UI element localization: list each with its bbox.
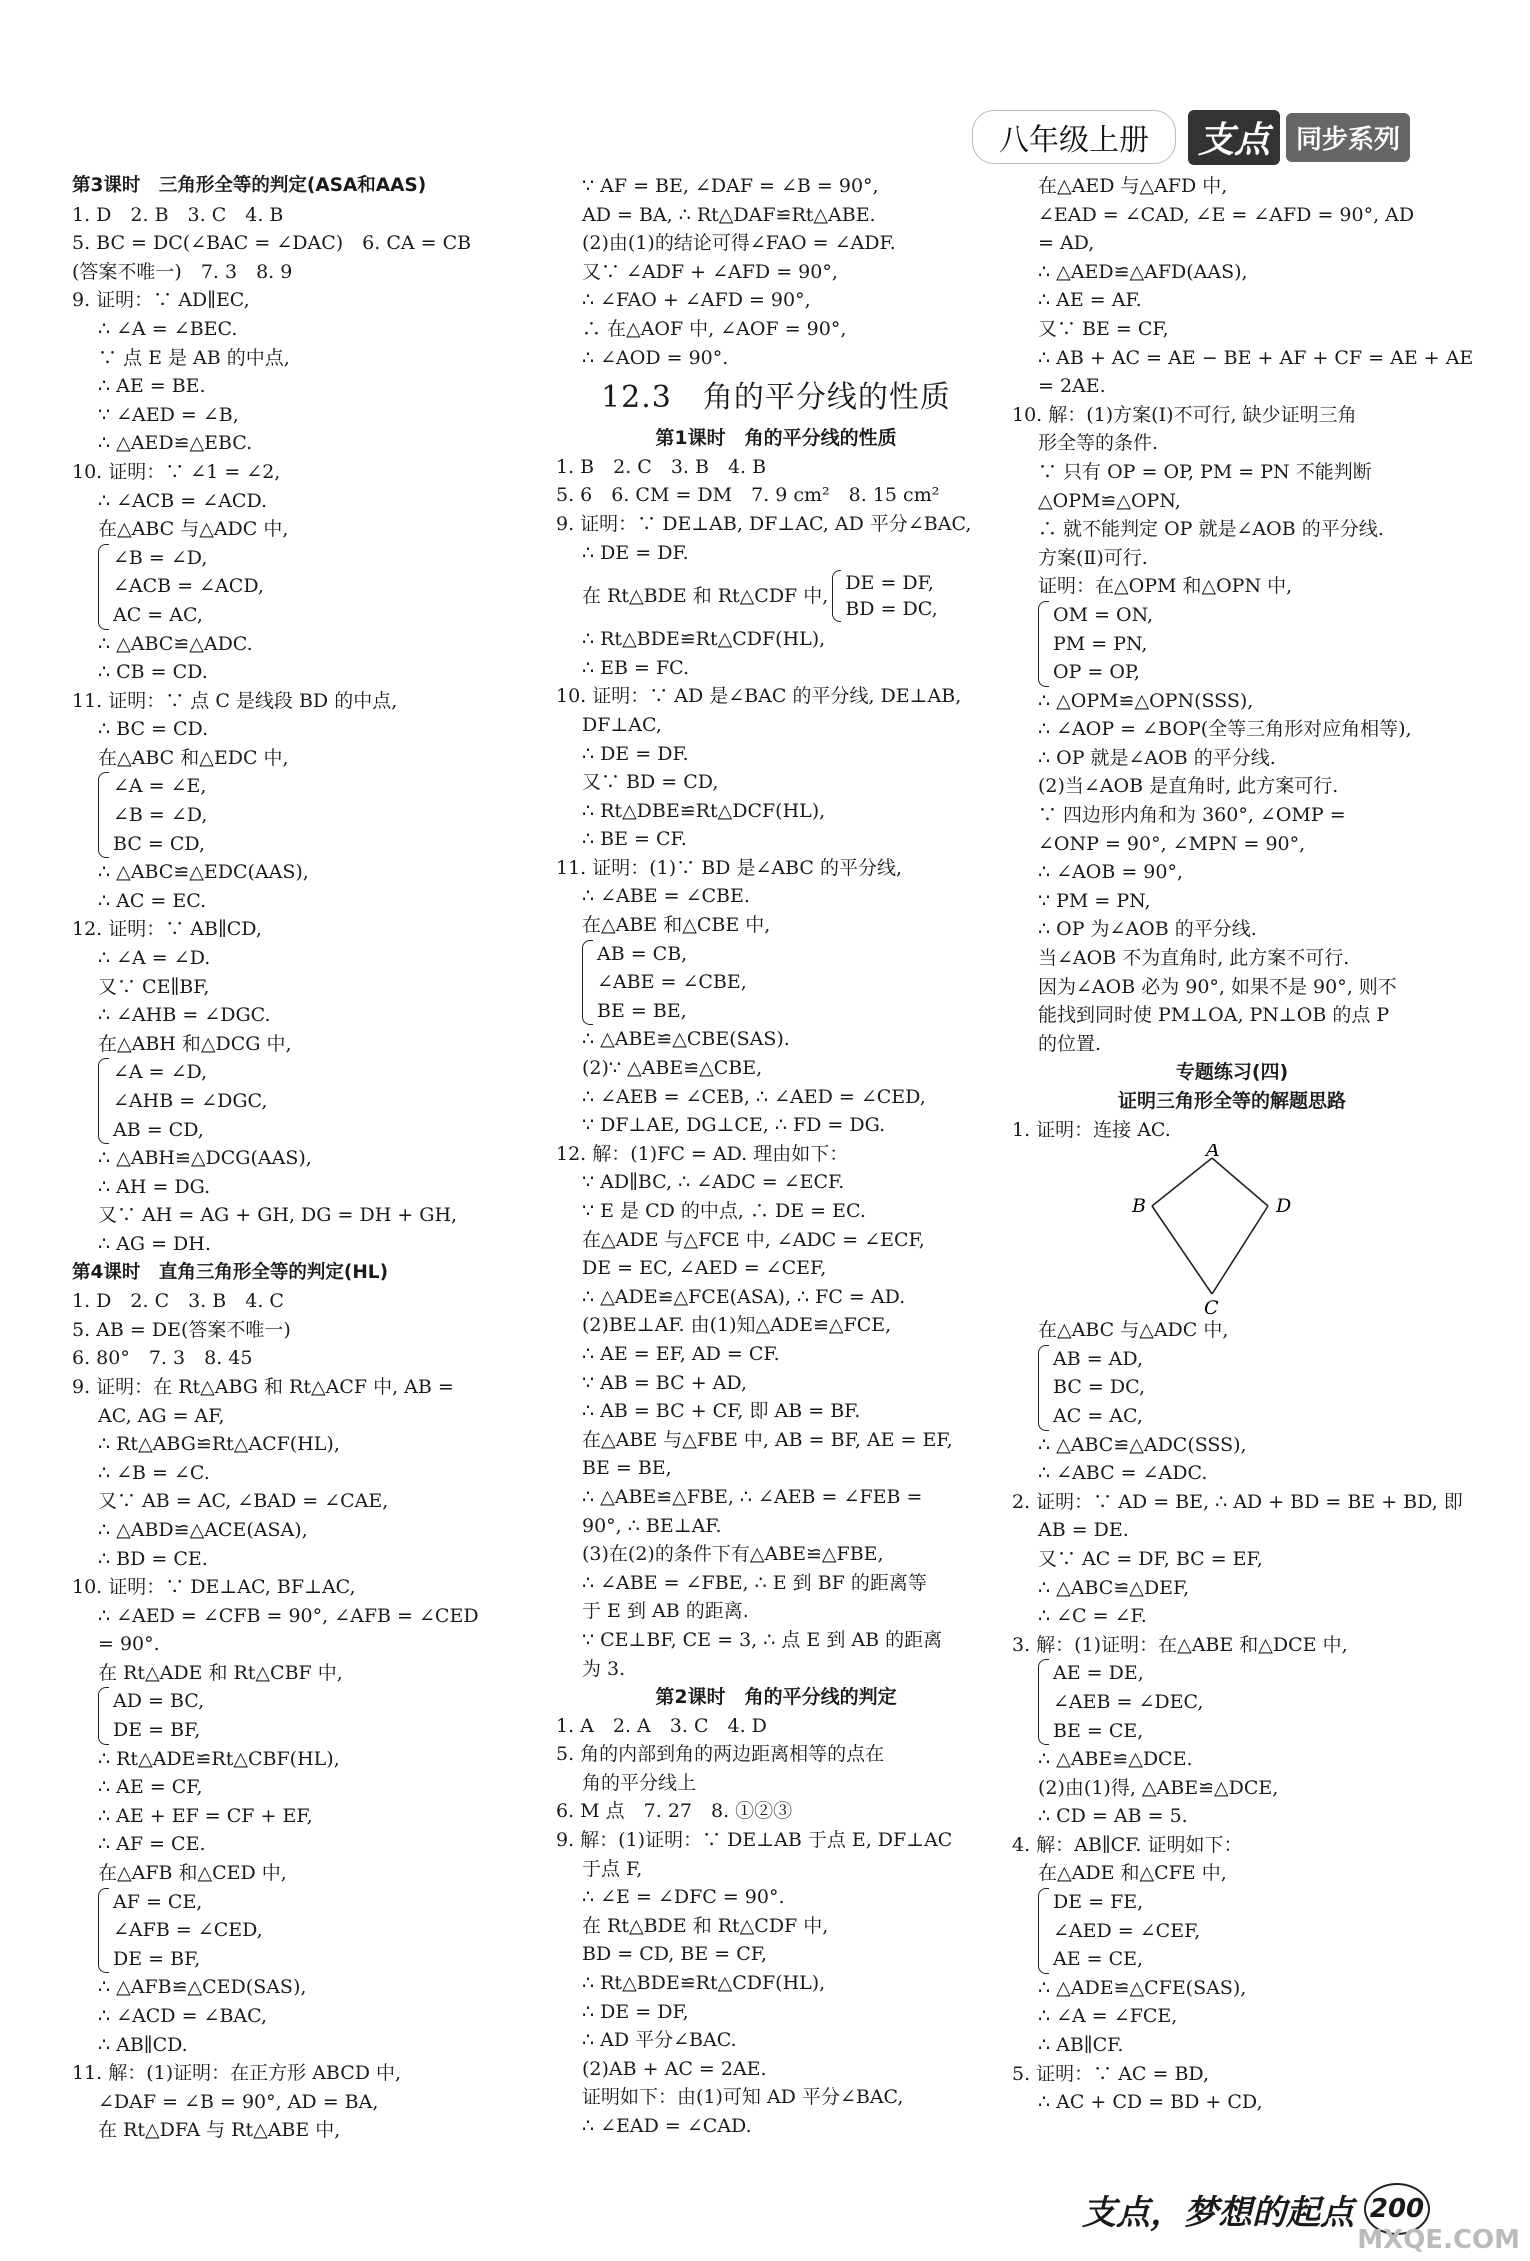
- answer-line: ∴ Rt△BDE≌Rt△CDF(HL),: [582, 628, 826, 651]
- answer-line: ∴ △ABH≌△DCG(AAS),: [98, 1147, 312, 1170]
- answer-line: ∴ CB = CD.: [98, 661, 208, 684]
- answer-line: 2. 证明：∵ AD = BE, ∴ AD + BD = BE + BD, 即: [1012, 1490, 1463, 1513]
- answer-line: 5. 证明：∵ AC = BD,: [1012, 2062, 1210, 2085]
- answer-line: 9. 证明：∵ AD∥EC,: [72, 289, 250, 312]
- answer-line: AC, AG = AF,: [98, 1404, 225, 1427]
- answer-line: ∴ OP 为∠AOB 的平分线.: [1038, 918, 1257, 941]
- answer-line: 5. 角的内部到角的两边距离相等的点在: [556, 1743, 885, 1766]
- page-header: [972, 108, 1410, 166]
- system-line: AF = CE,: [113, 1890, 203, 1913]
- answer-line: ∴ AH = DG.: [98, 1175, 211, 1198]
- answer-line: 又∵ ∠ADF + ∠AFD = 90°,: [582, 260, 838, 283]
- answer-line: ∴ Rt△ABG≌Rt△ACF(HL),: [98, 1433, 340, 1456]
- answer-line: 在△ABH 和△DCG 中,: [98, 1032, 292, 1055]
- answer-line: 11. 证明：(1)∵ BD 是∠ABC 的平分线,: [556, 856, 903, 879]
- system-line: DE = DF,: [845, 572, 934, 595]
- answer-line: ∴ ∠AOB = 90°,: [1038, 861, 1184, 884]
- answer-line: ∴ 就不能判定 OP 就是∠AOB 的平分线.: [1038, 518, 1384, 541]
- answer-line: ∴ △ABE≌△CBE(SAS).: [582, 1028, 790, 1051]
- page-number: 200: [1364, 2183, 1430, 2235]
- answer-line: (2)由(1)的结论可得∠FAO = ∠ADF.: [582, 232, 896, 255]
- answer-line: ∴ BE = CF.: [582, 828, 687, 851]
- kite-figure: [1012, 1144, 1452, 1316]
- answer-line: ∴ △ADE≌△CFE(SAS),: [1038, 1976, 1247, 1999]
- answer-line: 5. 6 6. CM = DM 7. 9 cm² 8. 15 cm²: [556, 484, 940, 507]
- answer-line: = AD,: [1038, 232, 1095, 255]
- answer-line: ∴ △ABD≌△ACE(ASA),: [98, 1518, 308, 1541]
- answer-line: 在 Rt△BDE 和 Rt△CDF 中,: [582, 1914, 829, 1937]
- brace-icon: [98, 1058, 109, 1144]
- answer-line: BE = BE,: [582, 1457, 672, 1480]
- answer-line: ∴ △ABC≌△EDC(AAS),: [98, 861, 309, 884]
- answer-line: 9. 证明：在 Rt△ABG 和 Rt△ACF 中, AB =: [72, 1375, 454, 1398]
- answer-line: ∴ ∠ABC = ∠ADC.: [1038, 1462, 1208, 1485]
- answer-line: ∴ EB = FC.: [582, 656, 690, 679]
- brace-icon: [1038, 601, 1049, 687]
- system-line: AB = CD,: [113, 1118, 204, 1141]
- answer-line: ∴ ∠AOP = ∠BOP(全等三角形对应角相等),: [1038, 718, 1412, 741]
- answer-line: 能找到同时使 PM⊥OA, PN⊥OB 的点 P: [1038, 1004, 1390, 1027]
- brace-icon: [1038, 1345, 1049, 1431]
- system-line: ∠AFB = ∠CED,: [113, 1919, 263, 1942]
- answer-line: 又∵ CE∥BF,: [98, 975, 210, 998]
- answer-line: 1. A 2. A 3. C 4. D: [556, 1714, 767, 1737]
- answer-line: ∴ △ABC≌△ADC.: [98, 632, 253, 655]
- answer-line: ∵ ∠AED = ∠B,: [98, 403, 239, 426]
- answer-line: ∴ Rt△DBE≌Rt△DCF(HL),: [582, 799, 826, 822]
- equation-system: [72, 1687, 512, 1744]
- answer-line: 6. 80° 7. 3 8. 45: [72, 1347, 253, 1370]
- system-line: ∠AEB = ∠DEC,: [1053, 1690, 1204, 1713]
- section-subtitle: 第1课时 角的平分线的性质: [655, 427, 897, 450]
- figure-edge-AB: [1152, 1158, 1212, 1206]
- answer-line: ∴ ∠AEB = ∠CEB, ∴ ∠AED = ∠CED,: [582, 1085, 926, 1108]
- section-subtitle: 第3课时 三角形全等的判定(ASA和AAS): [72, 175, 427, 196]
- section-title: 12.3 角的平分线的性质: [601, 380, 951, 416]
- answer-line: ∴ ∠ABE = ∠FBE, ∴ E 到 BF 的距离等: [582, 1571, 927, 1594]
- system-line: DE = FE,: [1053, 1891, 1144, 1914]
- system-line: BE = CE,: [1053, 1719, 1144, 1742]
- system-line: AC = AC,: [113, 603, 203, 626]
- answer-line: 3. 解：(1)证明：在△ABE 和△DCE 中,: [1012, 1633, 1348, 1656]
- answer-line: ∴ AE + EF = CF + EF,: [98, 1804, 313, 1827]
- section-subtitle: 专题练习(四): [1175, 1061, 1289, 1084]
- answer-line: (答案不唯一) 7. 3 8. 9: [72, 260, 293, 283]
- answer-line: ∴ AF = CE.: [98, 1833, 206, 1856]
- answer-line: 10. 证明：∵ AD 是∠BAC 的平分线, DE⊥AB,: [556, 685, 962, 708]
- answer-line: DE = EC, ∠AED = ∠CEF,: [582, 1257, 827, 1280]
- answer-line: 在△ADE 与△FCE 中, ∠ADC = ∠ECF,: [582, 1228, 925, 1251]
- answer-line: 12. 解：(1)FC = AD. 理由如下：: [556, 1142, 849, 1165]
- answer-line: 4. 解：AB∥CF. 证明如下：: [1012, 1833, 1243, 1856]
- answer-line: ∴ △OPM≌△OPN(SSS),: [1038, 689, 1254, 712]
- figure-label-D: D: [1276, 1195, 1292, 1218]
- answer-line: ∵ DF⊥AE, DG⊥CE, ∴ FD = DG.: [582, 1114, 886, 1137]
- section-subtitle: 第4课时 直角三角形全等的判定(HL): [72, 1261, 389, 1283]
- brand-logo: 支点: [1188, 110, 1280, 165]
- system-line: DE = BF,: [113, 1947, 201, 1970]
- system-line: ∠ACB = ∠ACD,: [113, 575, 264, 598]
- figure-edge-DC: [1212, 1206, 1268, 1294]
- answer-line: ∵ CE⊥BF, CE = 3, ∴ 点 E 到 AB 的距离: [582, 1628, 943, 1651]
- figure-label-A: A: [1206, 1144, 1220, 1162]
- series-label: 同步系列: [1286, 113, 1410, 162]
- answer-line: 在△ABC 和△EDC 中,: [98, 746, 289, 769]
- answer-line: 1. B 2. C 3. B 4. B: [556, 455, 767, 478]
- system-line: AB = AD,: [1053, 1347, 1143, 1370]
- answer-line: ∴ △ADE≌△FCE(ASA), ∴ FC = AD.: [582, 1285, 906, 1308]
- answer-line: 在△ABC 与△ADC 中,: [98, 518, 289, 541]
- system-line: ∠AHB = ∠DGC,: [113, 1090, 268, 1112]
- answer-line: ∴ △ABC≌△ADC(SSS),: [1038, 1433, 1247, 1456]
- answer-line: ∴ ∠EAD = ∠CAD.: [582, 2115, 752, 2137]
- brace-icon: [832, 570, 841, 622]
- answer-line: ∵ AD∥BC, ∴ ∠ADC = ∠ECF.: [582, 1171, 845, 1194]
- footer-slogan: 支点，梦想的起点: [1082, 2192, 1354, 2233]
- answer-line: ∴ ∠ACD = ∠BAC,: [98, 2005, 268, 2027]
- answer-line: ∴ DE = DF,: [582, 2000, 689, 2023]
- answer-line: ∠ONP = 90°, ∠MPN = 90°,: [1038, 832, 1306, 855]
- answer-line: ∴ △AED≌△AFD(AAS),: [1038, 260, 1248, 283]
- answer-line: 形全等的条件.: [1038, 432, 1159, 455]
- answer-line: 10. 证明：∵ DE⊥AC, BF⊥AC,: [72, 1576, 356, 1599]
- equation-system: [72, 772, 512, 858]
- system-line: ∠AED = ∠CEF,: [1053, 1919, 1201, 1942]
- answer-line: 的位置.: [1038, 1032, 1102, 1055]
- answer-line: 又∵ BE = CF,: [1038, 317, 1169, 340]
- answer-line: 1. D 2. B 3. C 4. B: [72, 203, 284, 226]
- answer-line: ∴ BD = CE.: [98, 1547, 208, 1570]
- answer-line: (2)由(1)得, △ABE≌△DCE,: [1038, 1776, 1279, 1799]
- equation-system: [72, 1058, 512, 1144]
- system-line: BE = BE,: [597, 999, 687, 1022]
- system-line: ∠B = ∠D,: [113, 804, 208, 827]
- section-subtitle: 证明三角形全等的解题思路: [1117, 1090, 1346, 1112]
- watermark: MXQE.COM: [1357, 2225, 1520, 2255]
- system-line: OM = ON,: [1053, 603, 1154, 626]
- answer-line: ∴ Rt△BDE≌Rt△CDF(HL),: [582, 1972, 826, 1995]
- equation-system: [72, 1888, 512, 1974]
- answer-line: ∴ 在△AOF 中, ∠AOF = 90°,: [582, 317, 847, 340]
- answer-line: ∴ Rt△ADE≌Rt△CBF(HL),: [98, 1747, 340, 1770]
- equation-system: [1012, 1659, 1452, 1745]
- answer-line: (2)∵ △ABE≌△CBE,: [582, 1057, 763, 1080]
- answer-line: ∴ △ABC≌△DEF,: [1038, 1576, 1190, 1599]
- answer-line: BD = CD, BE = CF,: [582, 1943, 767, 1966]
- system-line: ∠ABE = ∠CBE,: [597, 971, 747, 994]
- answer-line: ∴ ∠AHB = ∠DGC.: [98, 1004, 271, 1027]
- system-line: ∠A = ∠E,: [113, 775, 207, 798]
- section-subtitle: 第2课时 角的平分线的判定: [655, 1686, 897, 1709]
- answer-line: = 90°.: [98, 1633, 160, 1656]
- equation-system: [556, 940, 996, 1026]
- answer-line: ∠DAF = ∠B = 90°, AD = BA,: [98, 2090, 379, 2113]
- system-line: AE = DE,: [1053, 1662, 1144, 1685]
- figure-label-C: C: [1204, 1297, 1219, 1317]
- answer-line: 又∵ AC = DF, BC = EF,: [1038, 1547, 1263, 1570]
- answer-line: ∵ E 是 CD 的中点, ∴ DE = EC.: [582, 1200, 866, 1222]
- system-line: BD = DC,: [845, 598, 938, 621]
- answer-line: 11. 解：(1)证明：在正方形 ABCD 中,: [72, 2062, 402, 2085]
- answer-line: (2)当∠AOB 是直角时, 此方案可行.: [1038, 775, 1339, 798]
- answer-line: 9. 证明：∵ DE⊥AB, DF⊥AC, AD 平分∠BAC,: [556, 512, 972, 535]
- answer-line: 1. D 2. C 3. B 4. C: [72, 1290, 284, 1313]
- answer-line: = 2AE.: [1038, 375, 1106, 398]
- answer-line: (2)AB + AC = 2AE.: [582, 2057, 767, 2080]
- answer-line: ∴ CD = AB = 5.: [1038, 1805, 1188, 1828]
- answer-line: 12. 证明：∵ AB∥CD,: [72, 918, 262, 941]
- equation-system: [1012, 601, 1452, 687]
- brace-icon: [1038, 1659, 1049, 1745]
- answer-line: ∵ AF = BE, ∠DAF = ∠B = 90°,: [582, 175, 879, 197]
- column-left: [72, 172, 512, 2145]
- system-line: AC = AC,: [1053, 1404, 1143, 1427]
- figure-label-B: B: [1132, 1195, 1146, 1218]
- answer-line: AB = DE.: [1038, 1519, 1129, 1542]
- answer-line: 又∵ BD = CD,: [582, 771, 719, 794]
- answer-line: 在△ABE 和△CBE 中,: [582, 914, 771, 937]
- brace-icon: [1038, 1888, 1049, 1974]
- answer-line: ∵ 只有 OP = OP, PM = PN 不能判断: [1038, 460, 1372, 483]
- system-line: BC = DC,: [1053, 1376, 1145, 1399]
- answer-line: ∴ △AED≌△EBC.: [98, 432, 253, 455]
- answer-line: ∴ ∠A = ∠FCE,: [1038, 2005, 1178, 2028]
- answer-line: ∴ AB + AC = AE − BE + AF + CF = AE + AE: [1038, 346, 1474, 369]
- brace-icon: [98, 1687, 109, 1744]
- answer-line: 于 E 到 AB 的距离.: [582, 1600, 749, 1623]
- answer-line: (3)在(2)的条件下有△ABE≌△FBE,: [582, 1543, 884, 1566]
- figure-edge-AD: [1212, 1158, 1268, 1206]
- answer-line: 5. BC = DC(∠BAC = ∠DAC) 6. CA = CB: [72, 232, 472, 255]
- answer-line: (2)BE⊥AF. 由(1)知△ADE≌△FCE,: [582, 1314, 892, 1337]
- answer-line: 又∵ AH = AG + GH, DG = DH + GH,: [98, 1204, 458, 1227]
- equation-system: [1012, 1888, 1452, 1974]
- equation-system: [1012, 1345, 1452, 1431]
- answer-line: ∴ AD 平分∠BAC.: [582, 2029, 737, 2052]
- answer-line: ∴ △ABE≌△DCE.: [1038, 1748, 1193, 1771]
- answer-line: 证明：在△OPM 和△OPN 中,: [1038, 575, 1293, 598]
- answer-line: 6. M 点 7. 27 8. ①②③: [556, 1800, 793, 1823]
- answer-line: ∴ DE = DF.: [582, 541, 689, 564]
- answer-line: 1. 证明：连接 AC.: [1012, 1118, 1171, 1141]
- brace-icon: [582, 940, 593, 1026]
- system-line: BC = CD,: [113, 832, 205, 855]
- system-line: ∠B = ∠D,: [113, 546, 208, 569]
- answer-line: 90°, ∴ BE⊥AF.: [582, 1514, 722, 1537]
- grade-label: 八年级上册: [972, 110, 1176, 164]
- answer-line: ∴ OP 就是∠AOB 的平分线.: [1038, 746, 1276, 769]
- answer-line: ∴ AG = DH.: [98, 1232, 211, 1255]
- answer-line: ∴ ∠ABE = ∠CBE.: [582, 885, 750, 908]
- answer-line: 角的平分线上: [582, 1771, 697, 1794]
- answer-line: ∴ ∠E = ∠DFC = 90°.: [582, 1886, 785, 1909]
- answer-line: ∴ ∠A = ∠BEC.: [98, 317, 238, 340]
- answer-line: ∵ 四边形内角和为 360°, ∠OMP =: [1038, 804, 1346, 827]
- answer-line: 在△AFB 和△CED 中,: [98, 1862, 287, 1885]
- answer-line: 又∵ AB = AC, ∠BAD = ∠CAE,: [98, 1490, 389, 1513]
- answer-line: ∴ ∠C = ∠F.: [1038, 1605, 1147, 1628]
- answer-line: ∴ ∠AOD = 90°.: [582, 346, 729, 369]
- answer-line: 5. AB = DE(答案不唯一): [72, 1318, 291, 1341]
- answer-line: 在△ABE 与△FBE 中, AB = BF, AE = EF,: [582, 1428, 953, 1451]
- brace-icon: [98, 772, 109, 858]
- answer-line: ∴ AE = CF,: [98, 1776, 203, 1799]
- answer-line: 证明如下：由(1)可知 AD 平分∠BAC,: [582, 2086, 904, 2109]
- answer-line: [556, 567, 996, 625]
- answer-line: ∴ AB∥CD.: [98, 2033, 188, 2056]
- answer-line: ∠EAD = ∠CAD, ∠E = ∠AFD = 90°, AD: [1038, 203, 1415, 226]
- column-right: [1012, 172, 1474, 2117]
- answer-line: ∴ △AFB≌△CED(SAS),: [98, 1976, 307, 1999]
- answer-line: ∴ AE = BE.: [98, 375, 206, 398]
- equation-system: [72, 544, 512, 630]
- answer-line: ∴ ∠A = ∠D.: [98, 947, 211, 970]
- brace-icon: [98, 1888, 109, 1974]
- answer-line: ∴ AB∥CF.: [1038, 2034, 1124, 2057]
- answer-line: ∴ AE = AF.: [1038, 289, 1142, 312]
- answer-line: 在 Rt△ADE 和 Rt△CBF 中,: [98, 1661, 343, 1684]
- answer-line: ∴ AC + CD = BD + CD,: [1038, 2091, 1263, 2114]
- answer-line: 为 3.: [582, 1657, 626, 1680]
- answer-line: △OPM≌△OPN,: [1038, 489, 1181, 512]
- brace-icon: [98, 544, 109, 630]
- answer-line: DF⊥AC,: [582, 713, 662, 736]
- answer-line: 因为∠AOB 必为 90°, 如果不是 90°, 则不: [1038, 975, 1397, 998]
- answer-line: ∵ PM = PN,: [1038, 889, 1151, 912]
- answer-line: ∴ ∠ACB = ∠ACD.: [98, 489, 268, 512]
- answer-line: 10. 证明：∵ ∠1 = ∠2,: [72, 460, 281, 483]
- answer-line: ∴ ∠AED = ∠CFB = 90°, ∠AFB = ∠CED: [98, 1604, 479, 1627]
- answer-line: 在△ADE 和△CFE 中,: [1038, 1862, 1227, 1885]
- answer-line: ∵ AB = BC + AD,: [582, 1371, 747, 1394]
- answer-line: 方案(Ⅱ)可行.: [1038, 546, 1148, 569]
- system-line: PM = PN,: [1053, 632, 1148, 655]
- column-middle: [556, 172, 996, 2141]
- answer-line: 10. 解：(1)方案(Ⅰ)不可行, 缺少证明三角: [1012, 403, 1357, 426]
- system-line: AD = BC,: [113, 1690, 205, 1713]
- system-line: DE = BF,: [113, 1719, 201, 1742]
- system-line: AE = CE,: [1053, 1948, 1144, 1971]
- answer-line: 在 Rt△DFA 与 Rt△ABE 中,: [98, 2119, 341, 2142]
- answer-line: 9. 解：(1)证明：∵ DE⊥AB 于点 E, DF⊥AC: [556, 1829, 953, 1852]
- answer-line: 在△ABC 与△ADC 中,: [1038, 1319, 1229, 1342]
- answer-line: 于点 F,: [582, 1857, 643, 1880]
- answer-line: AD = BA, ∴ Rt△DAF≌Rt△ABE.: [582, 203, 876, 226]
- answer-line: ∴ △ABE≌△FBE, ∴ ∠AEB = ∠FEB =: [582, 1485, 923, 1508]
- system-line: OP = OP,: [1053, 661, 1140, 684]
- answer-line: 11. 证明：∵ 点 C 是线段 BD 的中点,: [72, 689, 398, 712]
- system-line: ∠A = ∠D,: [113, 1061, 208, 1084]
- answer-line: 在△AED 与△AFD 中,: [1038, 175, 1228, 197]
- answer-line: ∴ DE = DF.: [582, 742, 689, 765]
- answer-line: ∴ BC = CD.: [98, 718, 209, 741]
- answer-line: ∵ 点 E 是 AB 的中点,: [98, 346, 290, 369]
- system-line: AB = CB,: [597, 942, 688, 965]
- answer-line: ∴ AB = BC + CF, 即 AB = BF.: [582, 1400, 861, 1423]
- answer-line: ∴ AC = EC.: [98, 889, 207, 912]
- answer-line: ∴ ∠FAO + ∠AFD = 90°,: [582, 289, 811, 312]
- answer-text: 在 Rt△BDE 和 Rt△CDF 中,: [582, 584, 829, 607]
- figure-edge-BC: [1152, 1206, 1212, 1294]
- answer-line: ∴ AE = EF, AD = CF.: [582, 1342, 780, 1365]
- answer-line: ∴ ∠B = ∠C.: [98, 1461, 210, 1484]
- answer-line: 当∠AOB 不为直角时, 此方案不可行.: [1038, 947, 1350, 970]
